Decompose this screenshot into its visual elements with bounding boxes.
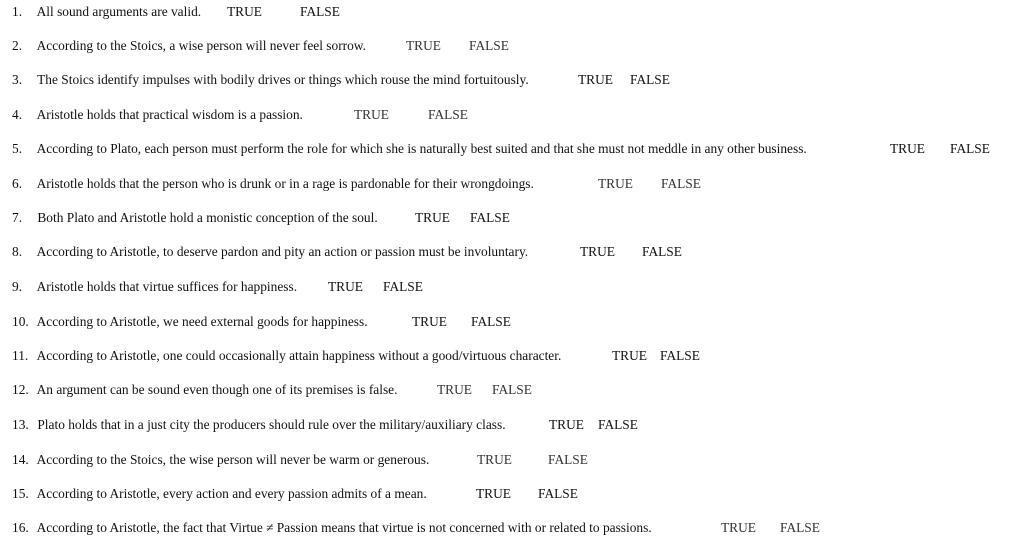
question-text: According to the Stoics, the wise person will never be warm or generous.	[36, 452, 430, 467]
question-item	[12, 137, 1020, 161]
question-text: Both Plato and Aristotle hold a monistic conception of the soul.	[37, 210, 378, 225]
question-number: 11.	[12, 348, 29, 363]
question-number: 15.	[12, 486, 29, 501]
question-item	[12, 448, 632, 472]
false-option[interactable]: FALSE	[950, 141, 990, 156]
question-text: According to the Stoics, a wise person will never feel sorrow.	[36, 38, 366, 53]
false-option[interactable]: FALSE	[428, 107, 468, 122]
false-option[interactable]: FALSE	[538, 486, 578, 501]
true-option[interactable]: TRUE	[612, 348, 647, 363]
question-number: 9.	[12, 279, 23, 294]
question-text: Plato holds that in a just city the producers should rule over the military/auxiliary class.	[37, 417, 506, 432]
question-text: The Stoics identify impulses with bodily drives or things which rouse the mind fortuitously.	[37, 72, 529, 87]
question-item	[12, 0, 412, 24]
question-item	[12, 68, 712, 92]
question-number: 8.	[12, 244, 23, 259]
false-option[interactable]: FALSE	[470, 210, 510, 225]
false-option[interactable]: FALSE	[469, 38, 509, 53]
question-number: 13.	[12, 417, 29, 432]
false-option[interactable]: FALSE	[598, 417, 638, 432]
question-text: Aristotle holds that practical wisdom is a passion.	[36, 107, 303, 122]
true-option[interactable]: TRUE	[354, 107, 389, 122]
question-number: 4.	[12, 107, 23, 122]
question-item	[12, 172, 772, 196]
true-option[interactable]: TRUE	[578, 72, 613, 87]
question-item	[12, 482, 612, 506]
true-option[interactable]: TRUE	[437, 382, 472, 397]
question-text: According to Aristotle, the fact that Virtue ≠ Passion means that virtue is not concerned with or related to passions.	[36, 520, 652, 535]
true-option[interactable]: TRUE	[227, 4, 262, 19]
false-option[interactable]: FALSE	[548, 452, 588, 467]
question-text: According to Aristotle, every action and every passion admits of a mean.	[36, 486, 427, 501]
question-text: According to Aristotle, to deserve pardon and pity an action or passion must be involuntary.	[36, 244, 529, 259]
true-option[interactable]: TRUE	[406, 38, 441, 53]
question-text: All sound arguments are valid.	[36, 4, 202, 19]
question-number: 3.	[12, 72, 23, 87]
question-text: Aristotle holds that virtue suffices for happiness.	[36, 279, 298, 294]
false-option[interactable]: FALSE	[660, 348, 700, 363]
true-option[interactable]: TRUE	[412, 314, 447, 329]
false-option[interactable]: FALSE	[661, 176, 701, 191]
question-text: According to Aristotle, we need external goods for happiness.	[36, 314, 368, 329]
true-option[interactable]: TRUE	[549, 417, 584, 432]
question-number: 10.	[12, 314, 29, 329]
question-item	[12, 310, 572, 334]
question-item	[12, 103, 512, 127]
true-option[interactable]: TRUE	[415, 210, 450, 225]
question-item	[12, 516, 862, 540]
question-number: 1.	[12, 4, 23, 19]
false-option[interactable]: FALSE	[780, 520, 820, 535]
question-text: According to Plato, each person must perform the role for which she is naturally best suited and that she must not meddle in any other business.	[36, 141, 807, 156]
true-option[interactable]: TRUE	[580, 244, 615, 259]
false-option[interactable]: FALSE	[630, 72, 670, 87]
question-number: 2.	[12, 38, 23, 53]
question-item	[12, 344, 732, 368]
false-option[interactable]: FALSE	[471, 314, 511, 329]
question-item	[12, 206, 572, 230]
question-item	[12, 275, 472, 299]
true-option[interactable]: TRUE	[598, 176, 633, 191]
question-item	[12, 34, 572, 58]
question-number: 7.	[12, 210, 23, 225]
true-option[interactable]: TRUE	[476, 486, 511, 501]
false-option[interactable]: FALSE	[383, 279, 423, 294]
question-number: 16.	[12, 520, 29, 535]
true-option[interactable]: TRUE	[721, 520, 756, 535]
question-text: Aristotle holds that the person who is drunk or in a rage is pardonable for their wrongdoings.	[36, 176, 534, 191]
true-option[interactable]: TRUE	[477, 452, 512, 467]
false-option[interactable]: FALSE	[300, 4, 340, 19]
question-number: 14.	[12, 452, 29, 467]
question-item	[12, 240, 732, 264]
question-text: According to Aristotle, one could occasionally attain happiness without a good/virtuous character.	[36, 348, 562, 363]
question-number: 6.	[12, 176, 23, 191]
question-text: An argument can be sound even though one of its premises is false.	[36, 382, 398, 397]
question-item	[12, 378, 572, 402]
question-number: 5.	[12, 141, 23, 156]
false-option[interactable]: FALSE	[642, 244, 682, 259]
true-option[interactable]: TRUE	[890, 141, 925, 156]
question-item	[12, 413, 692, 437]
false-option[interactable]: FALSE	[492, 382, 532, 397]
question-number: 12.	[12, 382, 29, 397]
true-option[interactable]: TRUE	[328, 279, 363, 294]
